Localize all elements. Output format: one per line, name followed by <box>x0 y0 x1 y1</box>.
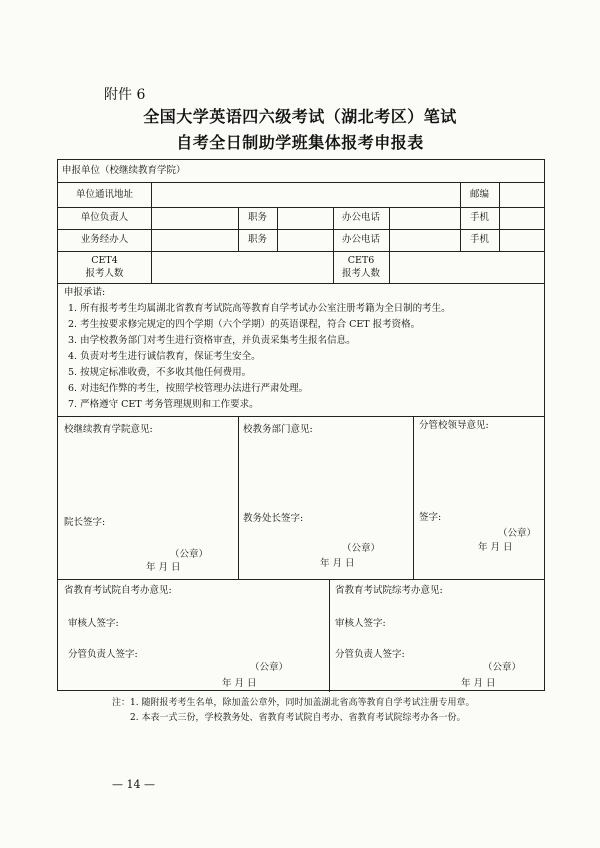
seal-label: （公章） <box>498 528 537 539</box>
leader-opinion-label: 分管校领导意见: <box>419 420 489 431</box>
date-label: 年 月 日 <box>146 562 181 573</box>
date-label: 年 月 日 <box>320 558 355 569</box>
title-line-2: 自考全日制助学班集体报考申报表 <box>176 133 424 152</box>
page-number: — 14 — <box>112 778 155 791</box>
commitment-item: 5. 按规定标准收费，不多收其他任何费用。 <box>68 367 252 378</box>
row-divider <box>58 229 544 230</box>
seal-label: （公章） <box>170 549 209 560</box>
col-divider <box>238 416 239 579</box>
commitment-item: 6. 对违纪作弊的考生，按照学校管理办法进行严肃处理。 <box>68 383 309 394</box>
row-divider <box>58 283 544 284</box>
col-divider <box>277 207 278 251</box>
seal-label: （公章） <box>483 662 522 673</box>
row-divider <box>58 182 544 183</box>
director-sign-label: 教务处长签字: <box>243 513 304 524</box>
position-label: 职务 <box>247 212 267 223</box>
row-divider <box>58 579 544 580</box>
leader-sign-label: 签字: <box>419 512 442 523</box>
col-divider <box>151 182 152 251</box>
note-line-1: 注：1. 随附报考考生名单，除加盖公章外，同时加盖湖北省高等教育自学考试注册专用章。 <box>112 698 475 708</box>
col-divider <box>389 207 390 251</box>
office-phone-label: 办公电话 <box>341 234 380 245</box>
academic-opinion-label: 校教务部门意见: <box>243 424 313 435</box>
operator-label: 业务经办人 <box>80 234 129 245</box>
commitment-item: 2. 考生按要求修完规定的四个学期（六个学期）的英语课程，符合 CET 报考资格。 <box>68 319 421 330</box>
reviewer-sign-label: 审核人签字: <box>335 618 386 629</box>
postcode-label: 邮编 <box>469 189 489 200</box>
date-label: 年 月 日 <box>461 678 496 689</box>
col-divider <box>389 251 390 283</box>
date-label: 年 月 日 <box>222 678 257 689</box>
col-divider <box>413 416 414 579</box>
reviewer-sign-label: 审核人签字: <box>68 618 119 629</box>
mobile-label: 手机 <box>469 234 489 245</box>
comprehensive-opinion-label: 省教育考试院综考办意见: <box>335 585 443 596</box>
dean-sign-label: 院长签字: <box>64 517 106 528</box>
manager-sign-label: 分管负责人签字: <box>68 649 138 660</box>
mobile-label: 手机 <box>469 212 489 223</box>
cet6-count-label: 报考人数 <box>341 268 380 279</box>
office-phone-label: 办公电话 <box>341 212 380 223</box>
cet6-label: CET6 <box>347 255 375 266</box>
row-divider <box>58 207 544 208</box>
cet4-label: CET4 <box>91 255 118 266</box>
col-divider <box>329 579 330 692</box>
manager-sign-label: 分管负责人签字: <box>335 649 405 660</box>
note-line-2: 2. 本表一式三份，学校教务处、省教育考试院自考办、省教育考试院综考办各一份。 <box>130 713 466 723</box>
address-label: 单位通讯地址 <box>75 189 133 200</box>
notes <box>112 696 474 726</box>
unit-head-label: 单位负责人 <box>80 212 129 223</box>
attachment-label: 附件 6 <box>104 87 146 103</box>
unit-label: 申报单位（校继续教育学院） <box>62 165 186 176</box>
college-opinion-label: 校继续教育学院意见: <box>64 424 153 435</box>
application-form <box>57 159 545 691</box>
title-line-1: 全国大学英语四六级考试（湖北考区）笔试 <box>143 107 457 126</box>
col-divider <box>499 182 500 251</box>
seal-label: （公章） <box>342 543 381 554</box>
row-divider <box>58 416 544 417</box>
col-divider <box>151 251 152 283</box>
selfexam-opinion-label: 省教育考试院自考办意见: <box>64 585 172 596</box>
position-label: 职务 <box>247 234 267 245</box>
date-label: 年 月 日 <box>478 542 513 553</box>
commitment-item: 3. 由学校教务部门对考生进行资格审查，并负责采集考生报名信息。 <box>68 335 356 346</box>
cet4-count-label: 报考人数 <box>85 268 124 279</box>
commitment-item: 7. 严格遵守 CET 考务管理规则和工作要求。 <box>68 399 259 410</box>
commitment-item: 1. 所有报考考生均属湖北省教育考试院高等教育自学考试办公室注册考籍为全日制的考生。 <box>68 303 451 314</box>
row-divider <box>58 251 544 252</box>
seal-label: （公章） <box>250 662 289 673</box>
commitment-item: 4. 负责对考生进行诚信教育，保证考生安全。 <box>68 351 261 362</box>
commitment-heading: 申报承诺: <box>64 287 106 298</box>
